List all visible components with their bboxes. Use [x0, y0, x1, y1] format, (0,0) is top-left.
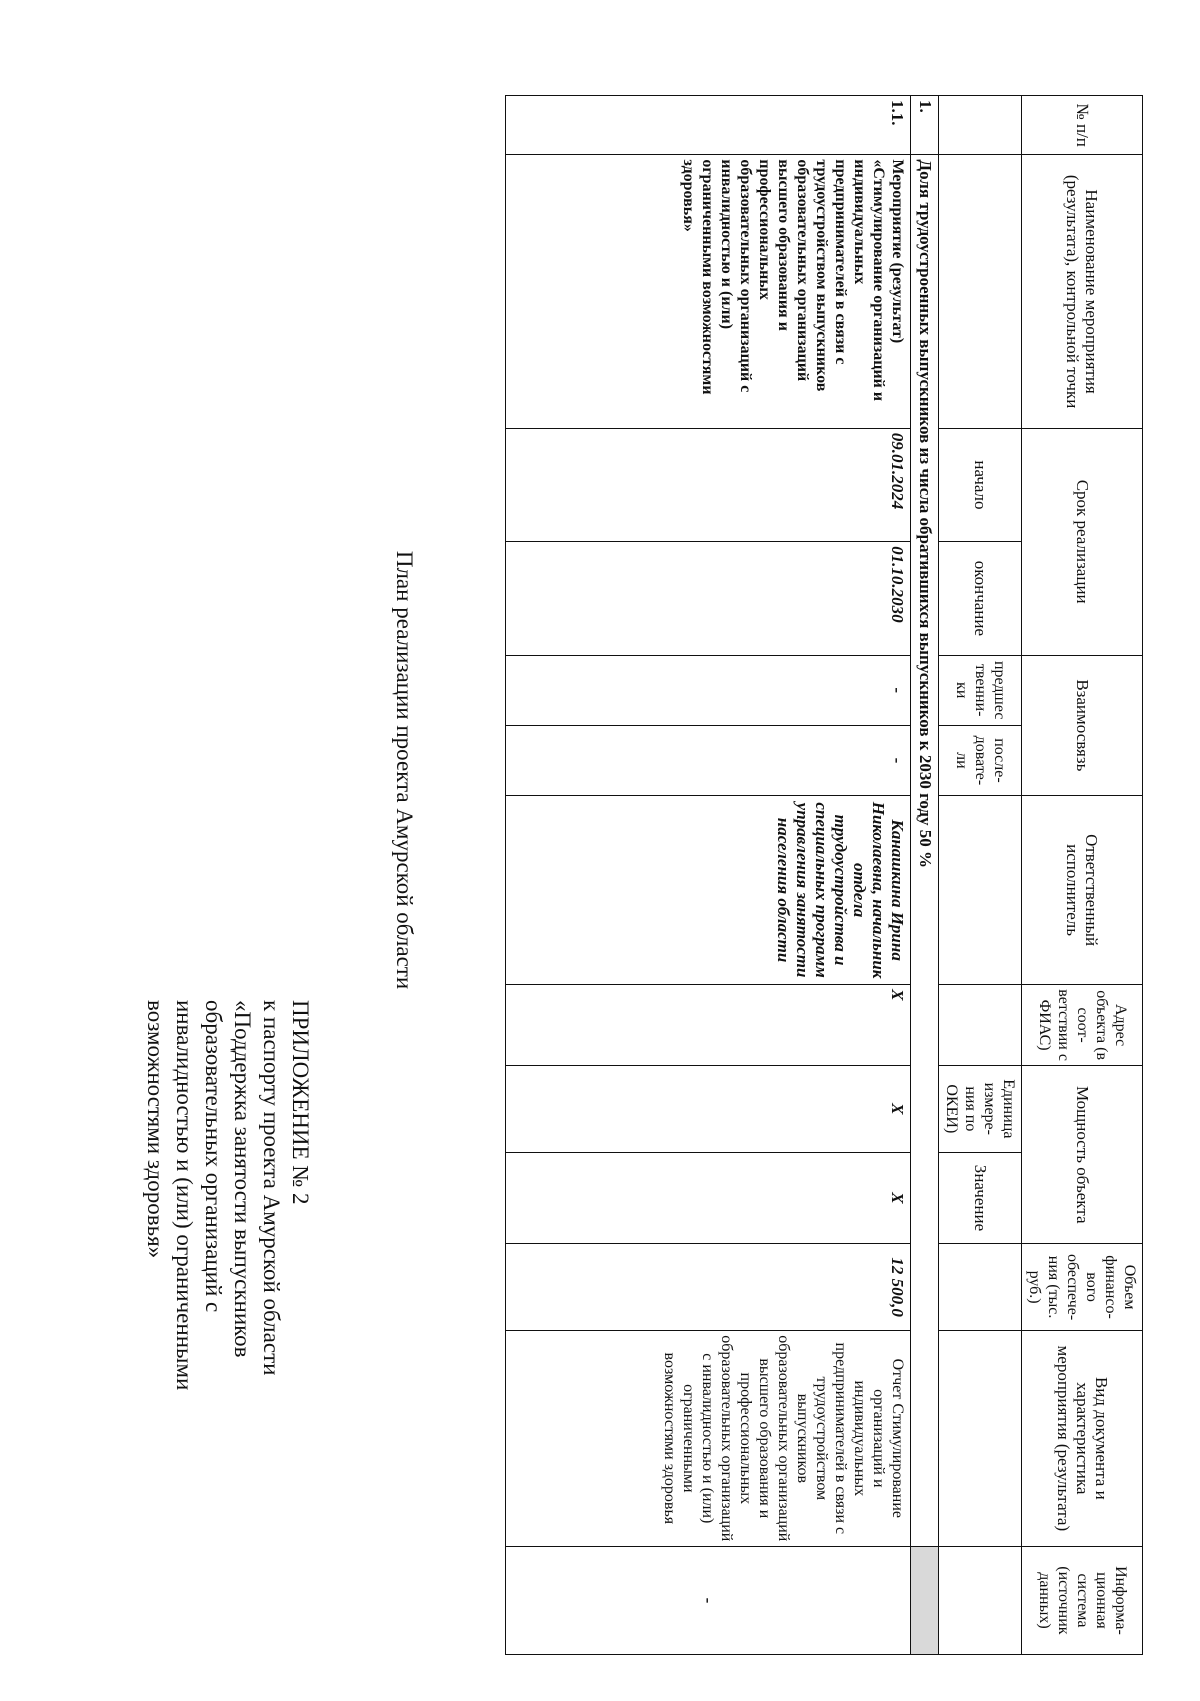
header-info: Информа- ционная система (источник данных)	[1022, 1546, 1143, 1654]
header-volume: Объем финансо- вого обеспече- ния (тыс. руб.)	[1022, 1244, 1143, 1330]
appendix-line: образовательных организаций с	[201, 1000, 226, 1313]
header-capacity-unit: Единица измере- ния по ОКЕИ)	[939, 1066, 1022, 1152]
header-doc-cont	[939, 1330, 1022, 1546]
header-row-2	[939, 96, 1022, 1655]
row-responsible: Канашкина Ирина Николаевна, начальник отдела трудоустройства и специальных программ управления занятости населения области	[506, 796, 911, 985]
appendix-line: «Поддержка занятости выпускников	[230, 1000, 255, 1358]
header-num-cont	[939, 96, 1022, 155]
section-num: 1.	[911, 96, 939, 155]
row-pred: -	[506, 655, 911, 725]
header-name: Наименование мероприятия (результата), контрольной точки	[1022, 155, 1143, 428]
header-link-pred: предшес твенни- ки	[939, 655, 1022, 725]
header-info-cont	[939, 1546, 1022, 1654]
appendix-line: инвалидностью и (или) ограниченными	[172, 1000, 197, 1391]
row-num: 1.1.	[506, 96, 911, 155]
header-responsible: Ответственный исполнитель	[1022, 796, 1143, 985]
header-volume-cont	[939, 1244, 1022, 1330]
plan-table	[505, 95, 1138, 1655]
header-responsible-cont	[939, 796, 1022, 985]
header-link: Взаимосвязь	[1022, 655, 1143, 795]
header-link-succ: после- довате- ли	[939, 725, 1022, 795]
table-row	[506, 96, 911, 1655]
plan-title: План реализации проекта Амурской области	[392, 550, 417, 990]
row-start: 09.01.2024	[506, 428, 911, 541]
row-doc: Отчет Стимулирование организаций и индивидуальных предпринимателей в связи с трудоустройством выпускников образовательных организаций высшего образования и профессиональных образовательных организаций с инвалидностью и (или) ограниченными возможностями здоровья	[506, 1330, 911, 1546]
appendix-header	[141, 1000, 315, 1520]
header-name-cont	[939, 155, 1022, 428]
section-row	[911, 96, 939, 1655]
header-doc: Вид документа и характеристика мероприятия (результата)	[1022, 1330, 1143, 1546]
row-value: X	[506, 1152, 911, 1244]
appendix-line: к паспорту проекта Амурской области	[259, 1000, 284, 1376]
header-row-1	[1022, 96, 1143, 1655]
header-capacity-value: Значение	[939, 1152, 1022, 1244]
header-num: № п/п	[1022, 96, 1143, 155]
header-term: Срок реализации	[1022, 428, 1143, 655]
row-end: 01.10.2030	[506, 542, 911, 655]
header-address-cont	[939, 985, 1022, 1066]
header-term-start: начало	[939, 428, 1022, 541]
row-name: Мероприятие (результат) «Стимулирование организаций и индивидуальных предпринимателей в связи с трудоустройством выпускников образовательных организаций высшего образования и профессиональных образовательных организаций с инвалидностью и (или) ограниченными возможностями здоровья»	[506, 155, 911, 428]
appendix-line: возможностями здоровья»	[143, 1000, 168, 1259]
row-info: -	[506, 1546, 911, 1654]
header-address: Адрес объекта (в соот- ветствии с ФИАС)	[1022, 985, 1143, 1066]
row-succ: -	[506, 725, 911, 795]
appendix-title: ПРИЛОЖЕНИЕ № 2	[288, 1000, 313, 1205]
header-capacity: Мощность объекта	[1022, 1066, 1143, 1244]
row-volume: 12 500,0	[506, 1244, 911, 1330]
section-title: Доля трудоустроенных выпускников из числа обратившихся выпускников к 2030 году 50 %	[911, 155, 939, 1546]
row-address: X	[506, 985, 911, 1066]
header-term-end: окончание	[939, 542, 1022, 655]
row-unit: X	[506, 1066, 911, 1152]
